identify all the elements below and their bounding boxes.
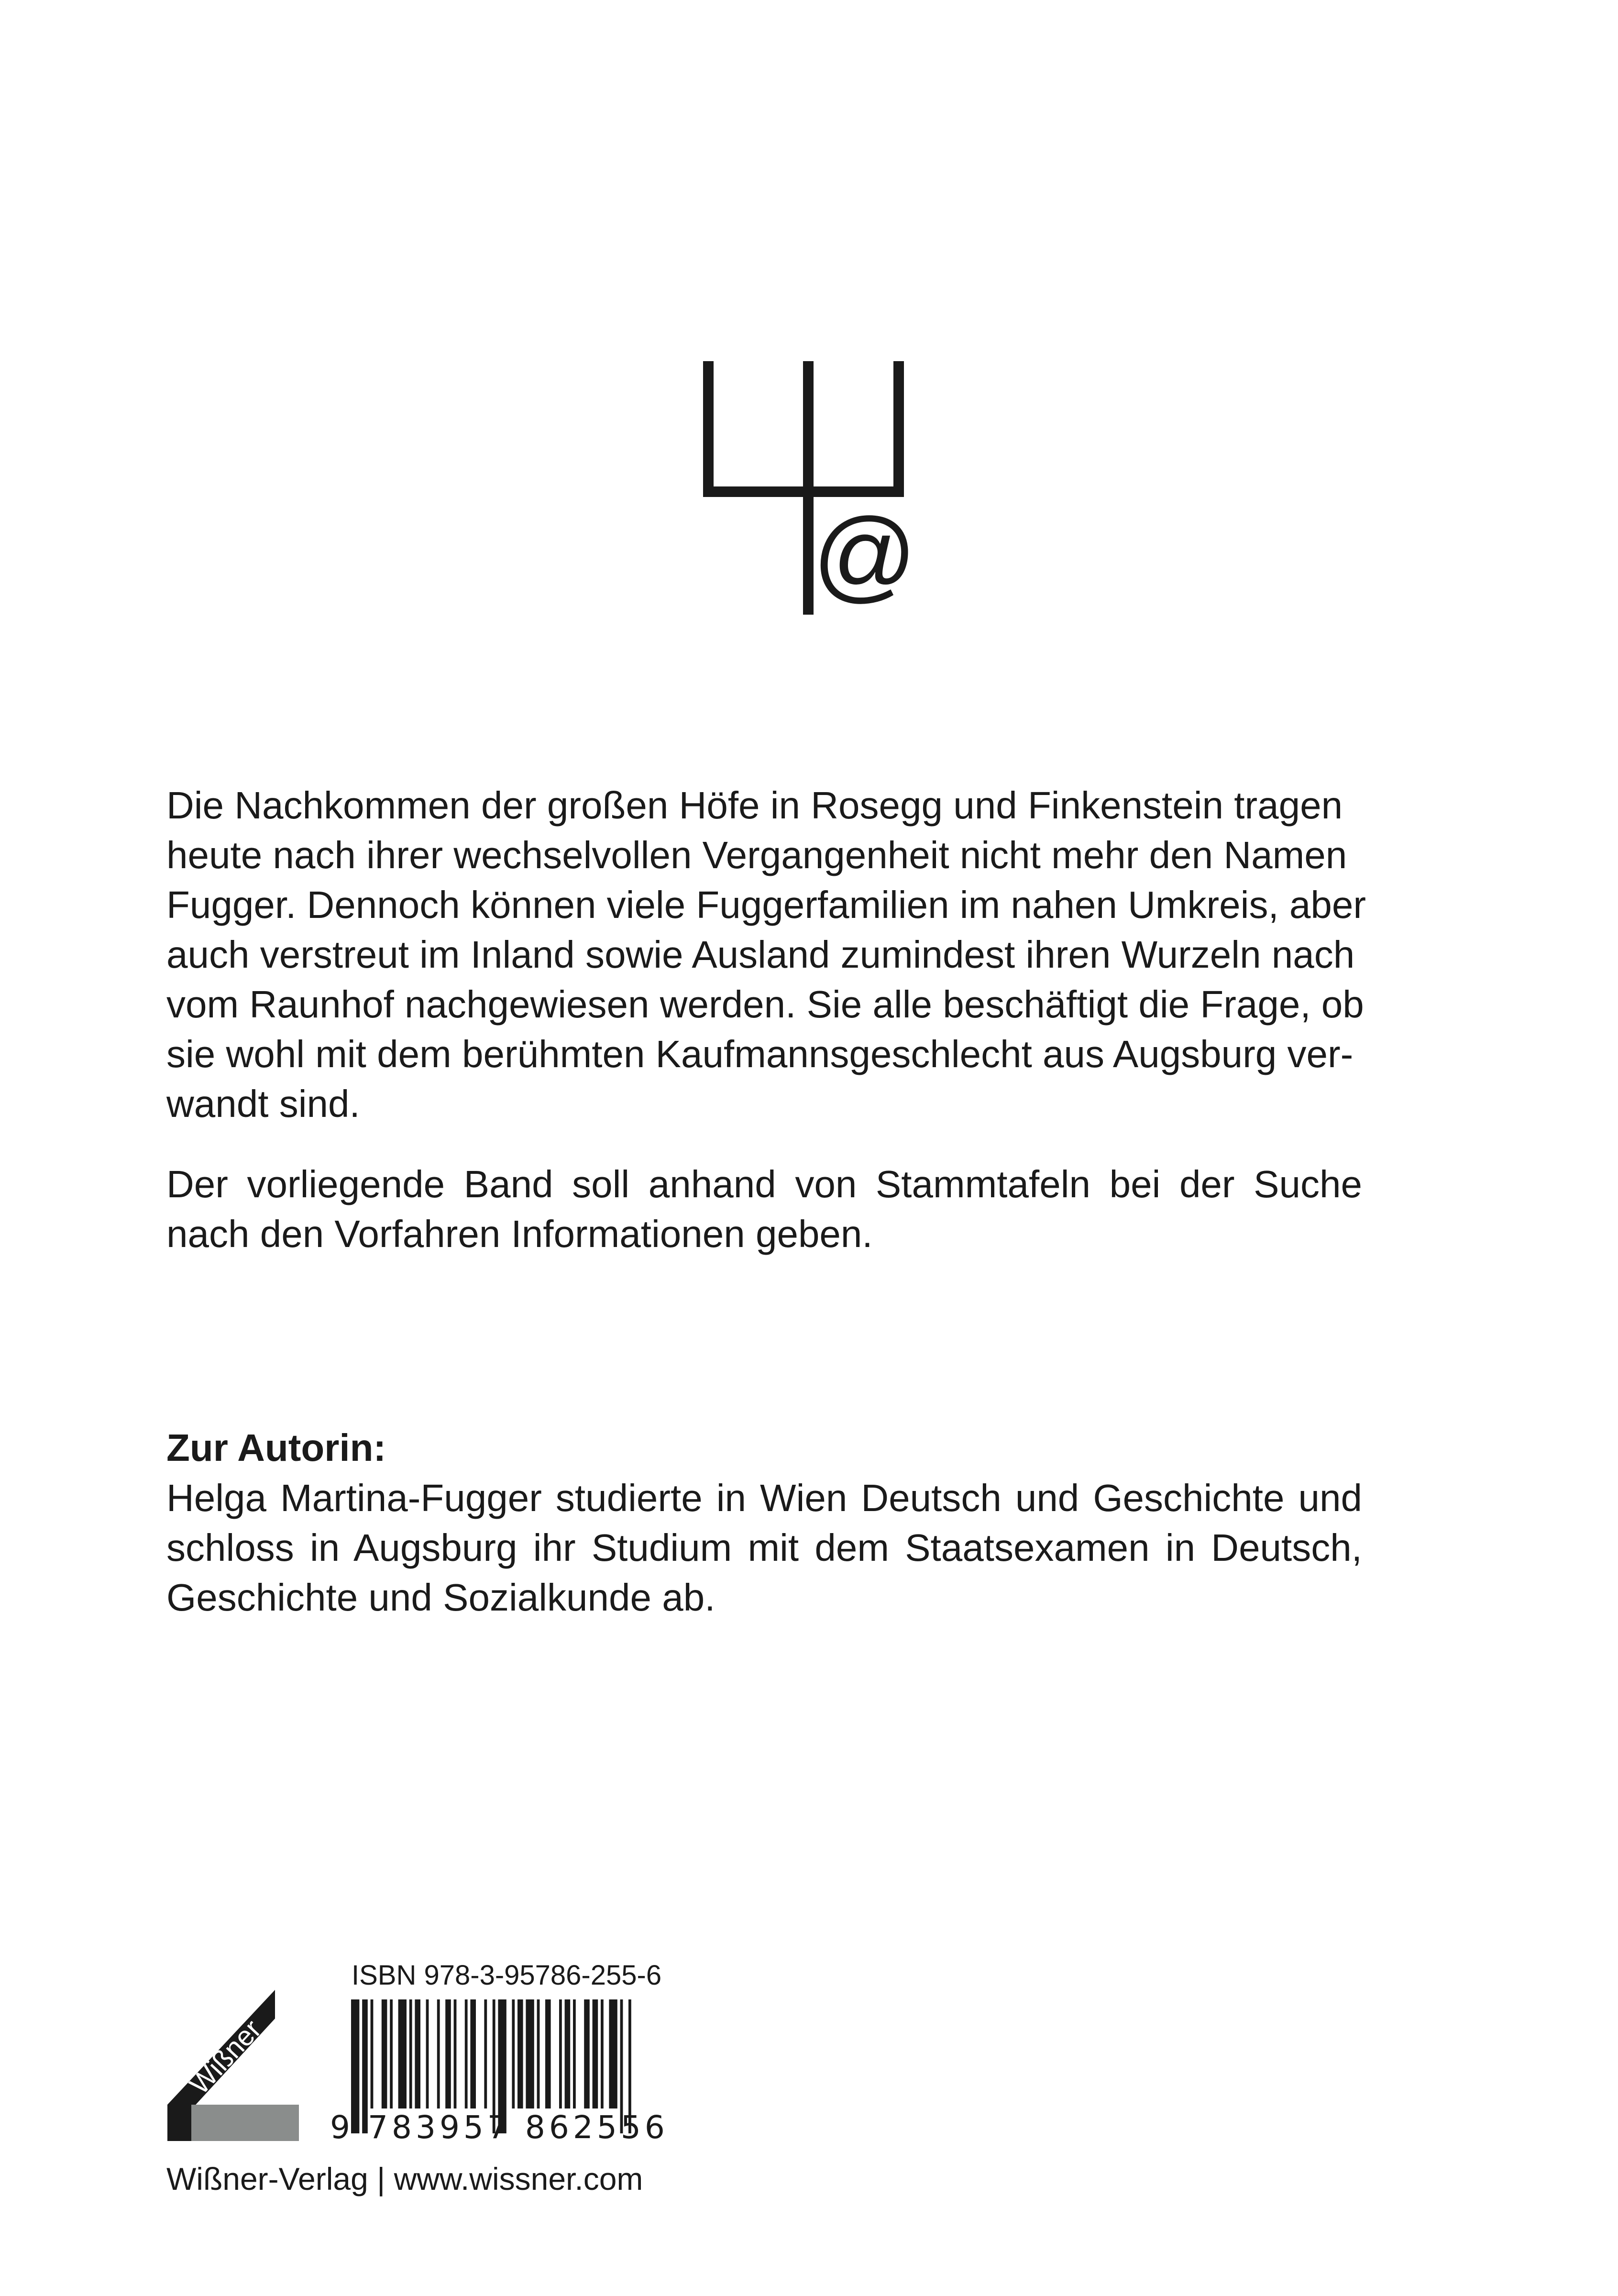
blurb-line: auch verstreut im Inland sowie Ausland zumindest ihren Wurzeln nach [166, 933, 1355, 976]
isbn-label: ISBN 978-3-95786-255-6 [352, 1960, 662, 1991]
author-heading: Zur Autorin: [166, 1426, 386, 1469]
blurb-paragraph-1 [166, 781, 1366, 1129]
blurb-line: Fugger. Dennoch können viele Fuggerfamilien im nahen Umkreis, aber [166, 883, 1366, 926]
blurb-paragraph-2-text: Der vorliegende Band soll anhand von Stammtafeln bei der Suche nach den Vorfahren Informationen geben. [166, 1163, 1362, 1255]
publisher-imprint: Wißner-Verlag | www.wissner.com [166, 2161, 643, 2197]
blurb-line: vom Raunhof nachgewiesen werden. Sie alle beschäftigt die Frage, ob [166, 983, 1364, 1026]
author-bio [166, 1473, 1362, 1623]
blurb-line: sie wohl mit dem berühmten Kaufmannsgeschlecht aus Augsburg ver- [166, 1033, 1354, 1075]
blurb-line: heute nach ihrer wechselvollen Vergangenheit nicht mehr den Namen [166, 834, 1347, 876]
author-bio-text: Helga Martina-Fugger studierte in Wien Deutsch und Geschichte und schloss in Augsburg ihr Studium mit dem Staatsexamen in Deutsch, Geschichte und Sozialkunde ab. [166, 1477, 1362, 1619]
barcode-digits: 9 783957 862556 [330, 2109, 669, 2146]
blurb-line: wandt sind. [166, 1082, 360, 1125]
blurb-paragraph-2 [166, 1159, 1362, 1259]
fugger-trident-at-mark-icon [703, 361, 923, 615]
at-glyph: @ [812, 497, 917, 612]
blurb-line: Die Nachkommen der großen Höfe in Rosegg und Finkenstein tragen [166, 784, 1343, 827]
publisher-logo-text: Wißner [183, 2013, 267, 2100]
wissner-publisher-logo-icon [163, 1961, 301, 2148]
